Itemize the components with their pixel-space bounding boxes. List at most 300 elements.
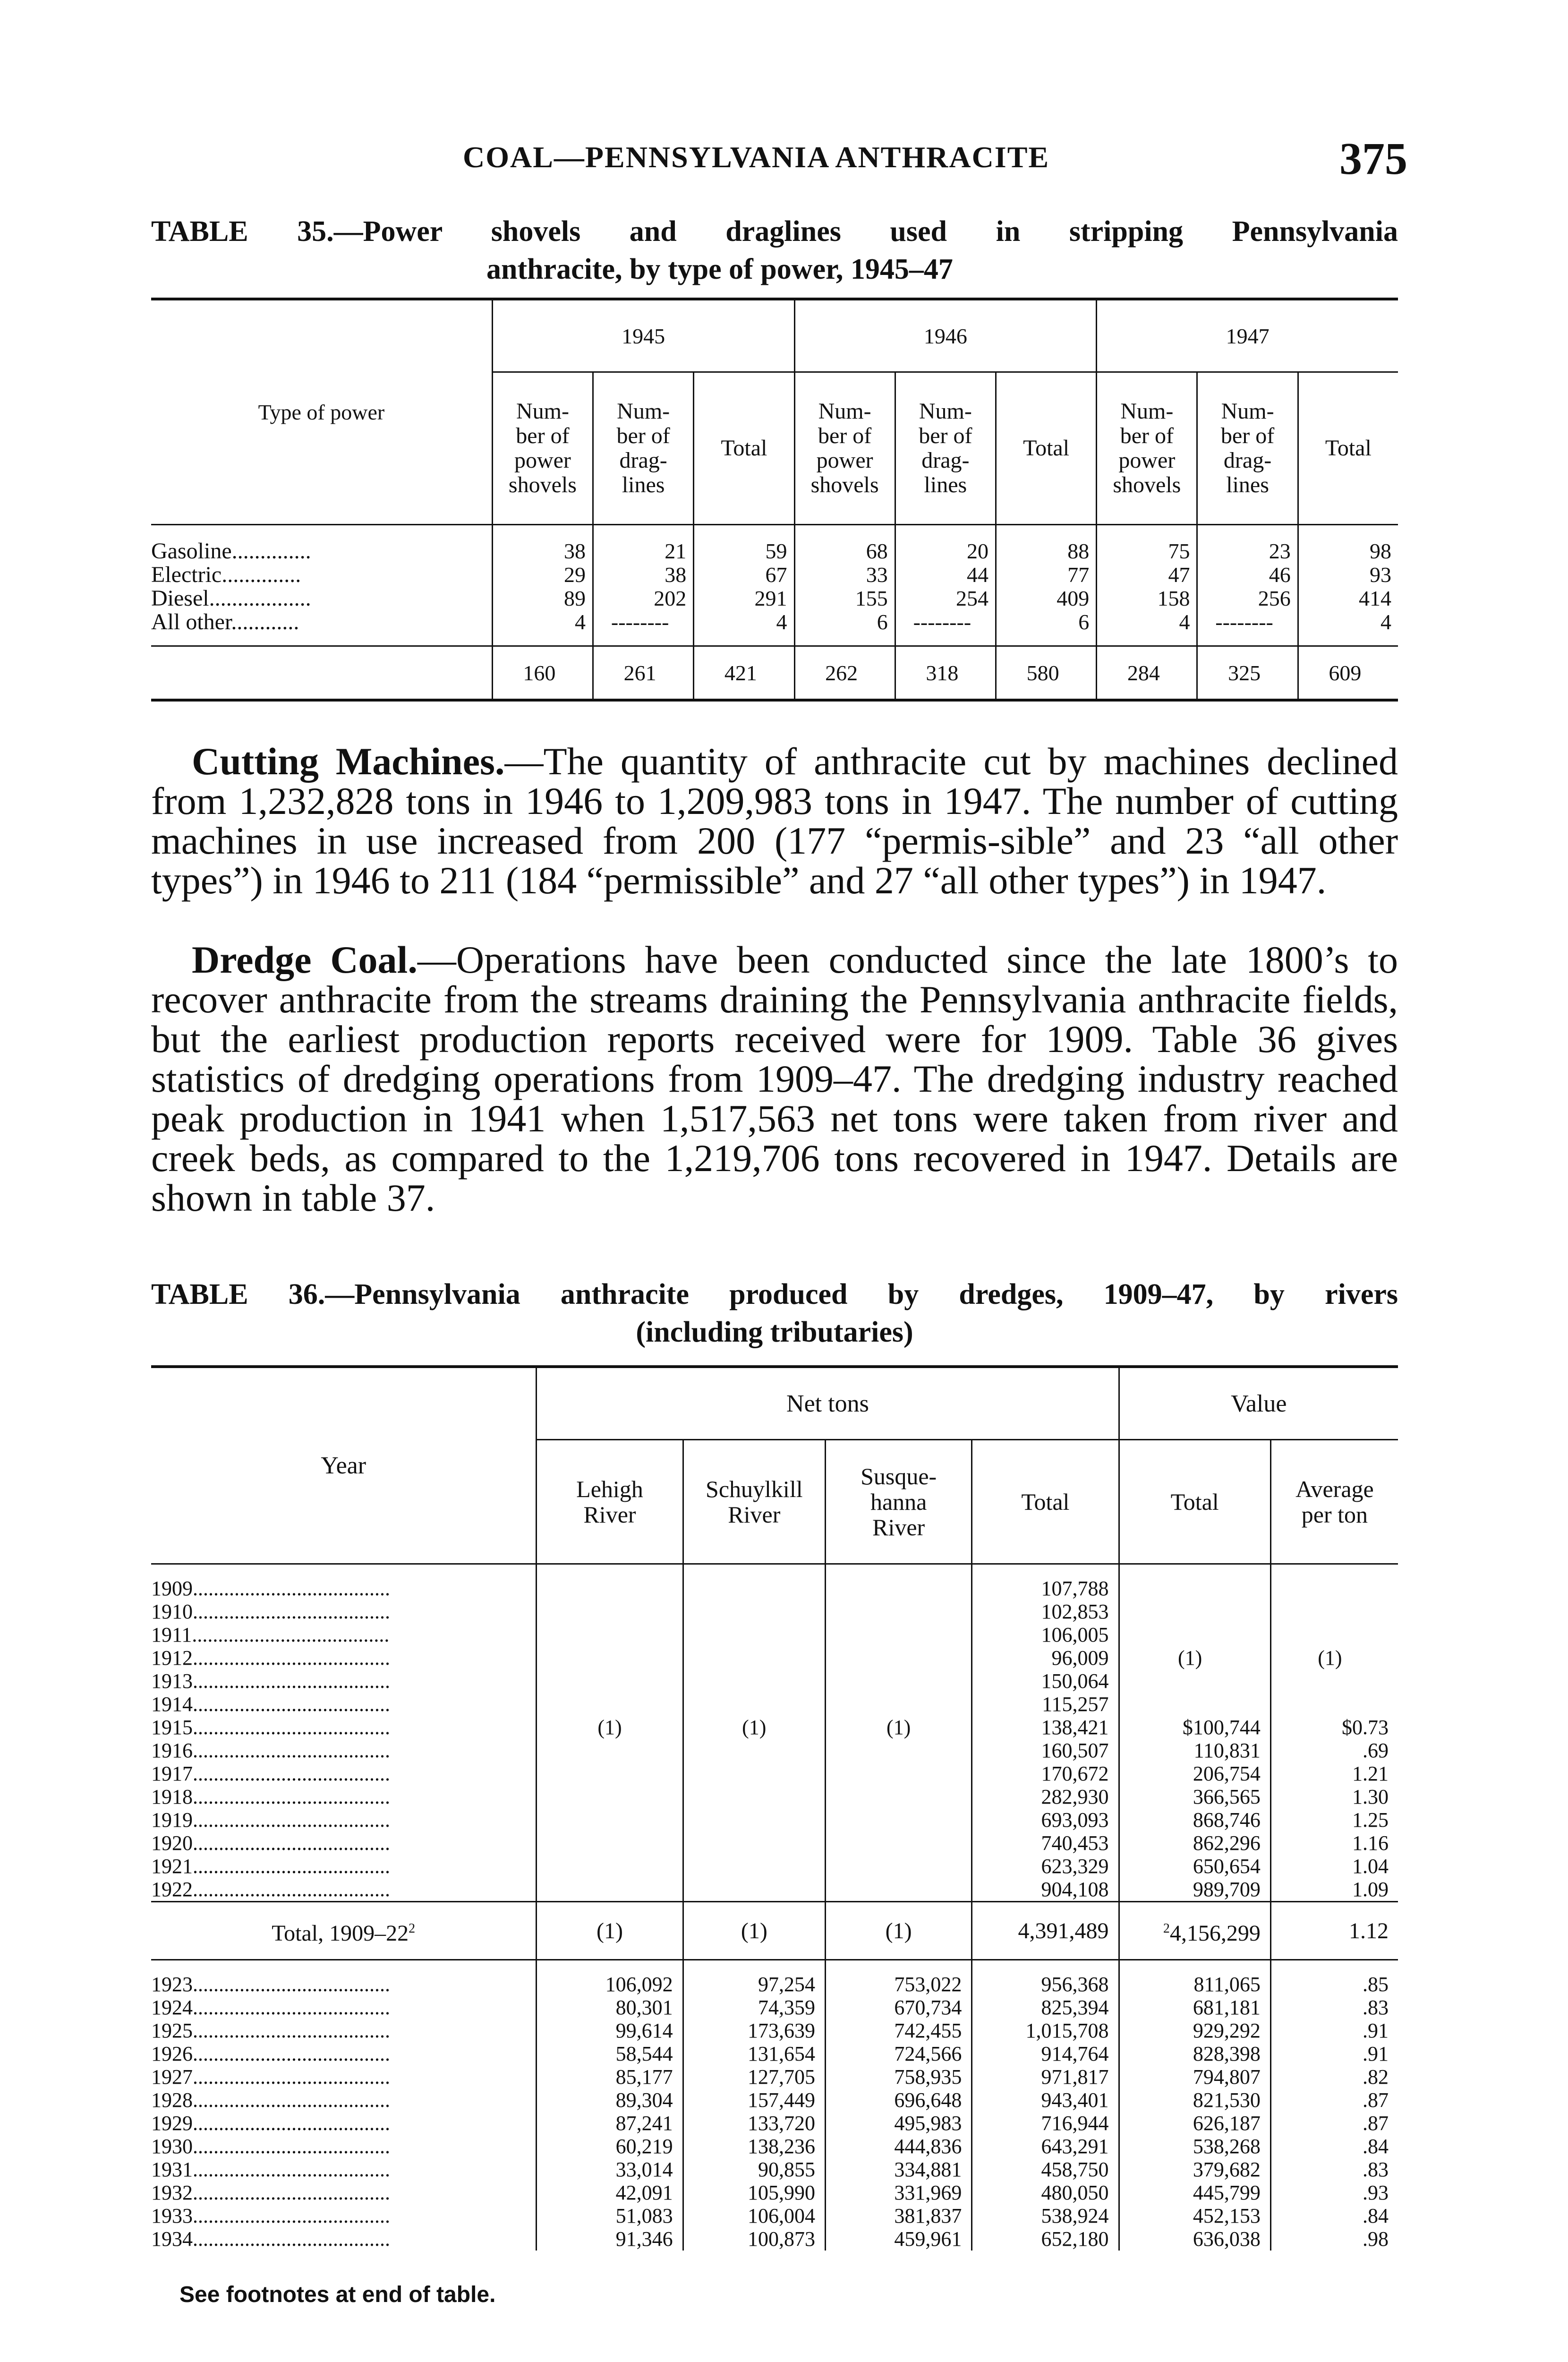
table36-avg-cell — [1270, 1623, 1398, 1646]
table36-avg-cell: 1.30 — [1270, 1785, 1398, 1808]
table36-cell: 127,705 — [683, 2065, 825, 2088]
table35-cell: 155 — [794, 587, 895, 610]
table35-cell: 21 — [593, 525, 694, 564]
table35-row — [151, 610, 1398, 646]
table36-susquehanna-cell — [825, 1623, 971, 1646]
table35-total-cell: 160 — [492, 646, 593, 701]
table36-cell: 480,050 — [972, 2181, 1119, 2204]
table36-year: 1929...................................... — [151, 2112, 390, 2135]
table36-cell: 794,807 — [1119, 2065, 1270, 2088]
table36-susquehanna-cell — [825, 1878, 971, 1902]
table36-row — [151, 2135, 1398, 2158]
table35-cell: 75 — [1097, 525, 1197, 564]
table35-cell: 4 — [492, 610, 593, 646]
table36-year: 1909...................................... — [151, 1577, 390, 1600]
table36-summary-value: $^2$4,156,299 — [1119, 1902, 1270, 1960]
table35-cell: 68 — [794, 525, 895, 564]
table36-lehigh-cell — [537, 1646, 683, 1669]
table36-cell: .93 — [1270, 2181, 1398, 2204]
table36-group-value: Value — [1119, 1367, 1398, 1440]
table36-lehigh-cell — [537, 1739, 683, 1762]
table35-cell: 291 — [694, 587, 794, 610]
table36-schuylkill-cell — [683, 1693, 825, 1716]
table36-cell: 724,566 — [825, 2042, 971, 2065]
table36-summary-lehigh: (1) — [537, 1902, 683, 1960]
table36-lehigh-cell — [537, 1808, 683, 1831]
table36-value-cell — [1119, 1623, 1270, 1646]
table36-cell: 452,153 — [1119, 2204, 1270, 2227]
table35-row-label: Diesel.................. — [151, 587, 311, 610]
running-head — [151, 132, 1407, 184]
table36-summary-label: Total, $1909-22^2$ — [151, 1902, 537, 1960]
table35-row-label: All other............ — [151, 610, 299, 634]
text-cutting-machines: —The quantity of anthracite cut by machines declined from 1,232,828 tons in 1946 to 1,209,983 tons in 1947. The number of cutting machines in use increased from 200 (177 “permis-sible” and 23 “all other types”) in 1946 to 211 (184 “permissible” and 27 “all other types”) in 1947. — [151, 740, 1398, 902]
table35-col-shovels: Num- ber of power shovels — [1097, 372, 1197, 525]
table35-cell: 4 — [1298, 610, 1398, 646]
table35-cell: 6 — [996, 610, 1096, 646]
table35 — [151, 298, 1398, 702]
table36-cell: 138,236 — [683, 2135, 825, 2158]
table35-total-cell: 284 — [1097, 646, 1197, 701]
table35-col-shovels: Num- ber of power shovels — [794, 372, 895, 525]
table36-total-cell: 138,421 — [972, 1716, 1119, 1739]
table36-cell: 716,944 — [972, 2112, 1119, 2135]
table35-row — [151, 525, 1398, 564]
table36-cell: 157,449 — [683, 2088, 825, 2112]
table35-cell: 67 — [694, 563, 794, 587]
table36-year: 1920...................................... — [151, 1831, 390, 1855]
table36-year: 1915...................................... — [151, 1716, 390, 1739]
table36-avg-cell — [1270, 1600, 1398, 1623]
table36-cell: 459,961 — [825, 2227, 971, 2251]
table35-cell: 46 — [1197, 563, 1298, 587]
table36-cell: 825,394 — [972, 1996, 1119, 2019]
table36-row — [151, 2088, 1398, 2112]
table35-total-cell: 261 — [593, 646, 694, 701]
table36-total-cell: 740,453 — [972, 1831, 1119, 1855]
table35-cell: 158 — [1097, 587, 1197, 610]
table36-row — [151, 1623, 1398, 1646]
table36-value-cell — [1119, 1600, 1270, 1623]
table36-cell: 758,935 — [825, 2065, 971, 2088]
table35-cell: 77 — [996, 563, 1096, 587]
table36-cell: 670,734 — [825, 1996, 971, 2019]
table36-row — [151, 1808, 1398, 1831]
table36-cell: .87 — [1270, 2088, 1398, 2112]
paragraph-cutting-machines — [151, 742, 1398, 900]
table35-cell: 33 — [794, 563, 895, 587]
table36-schuylkill-cell — [683, 1878, 825, 1902]
table36-row — [151, 2042, 1398, 2065]
table36-lehigh-cell: (1) — [537, 1716, 683, 1739]
table36-year: 1927...................................... — [151, 2065, 390, 2088]
table36-cell: 696,648 — [825, 2088, 971, 2112]
table36-value-cell: 650,654 — [1119, 1855, 1270, 1878]
table36-cell: 636,038 — [1119, 2227, 1270, 2251]
table36-schuylkill-cell — [683, 1623, 825, 1646]
table36-col-lehigh: Lehigh River — [537, 1440, 683, 1564]
table35-total-cell: 580 — [996, 646, 1096, 701]
table35-row — [151, 587, 1398, 610]
table36-col-total: Total — [972, 1440, 1119, 1564]
table36-year: 1921...................................... — [151, 1855, 390, 1878]
table36-lehigh-cell — [537, 1669, 683, 1693]
table35-caption-line2: anthracite, by type of power, 1945–47 — [486, 253, 953, 285]
table36-cell: 1,015,708 — [972, 2019, 1119, 2042]
table36-total-cell: 282,930 — [972, 1785, 1119, 1808]
table36-cell: 929,292 — [1119, 2019, 1270, 2042]
table36-year: 1930...................................... — [151, 2135, 390, 2158]
table36-summary-avg: 1.12 — [1270, 1902, 1398, 1960]
table36-cell: 60,219 — [537, 2135, 683, 2158]
table36-row — [151, 1831, 1398, 1855]
table36-col-schuylkill: Schuylkill River — [683, 1440, 825, 1564]
table36-cell: 444,836 — [825, 2135, 971, 2158]
table36-row — [151, 1669, 1398, 1693]
table36-row — [151, 2204, 1398, 2227]
table36-cell: 97,254 — [683, 1960, 825, 1996]
table36-total-cell: 115,257 — [972, 1693, 1119, 1716]
table36-col-susquehanna: Susque- hanna River — [825, 1440, 971, 1564]
table36-avg-cell: $0.73 — [1270, 1716, 1398, 1739]
table35-stub-header: Type of power — [151, 299, 492, 525]
table36-row — [151, 2019, 1398, 2042]
table36-total-cell: 102,853 — [972, 1600, 1119, 1623]
table35-cell: 4 — [694, 610, 794, 646]
table36-avg-cell: 1.16 — [1270, 1831, 1398, 1855]
table36-cell: 331,969 — [825, 2181, 971, 2204]
table36-schuylkill-cell — [683, 1564, 825, 1600]
table35-cell: 4 — [1097, 610, 1197, 646]
table36-caption — [151, 1275, 1398, 1351]
table36-susquehanna-cell — [825, 1564, 971, 1600]
table36-cell: 105,990 — [683, 2181, 825, 2204]
table36-cell: .83 — [1270, 1996, 1398, 2019]
table36-value-cell: 206,754 — [1119, 1762, 1270, 1785]
table36-value-cell: 366,565 — [1119, 1785, 1270, 1808]
table36-row — [151, 2227, 1398, 2251]
table36-schuylkill-cell — [683, 1669, 825, 1693]
table36-cell: 42,091 — [537, 2181, 683, 2204]
table36-total-cell: 904,108 — [972, 1878, 1119, 1902]
table36-row — [151, 2065, 1398, 2088]
table36-year: 1914...................................... — [151, 1693, 390, 1716]
table35-col-total: Total — [996, 372, 1096, 525]
table36-susquehanna-cell: (1) — [825, 1716, 971, 1739]
table36-value-cell — [1119, 1693, 1270, 1716]
table36-susquehanna-cell — [825, 1646, 971, 1669]
table36-year: 1912...................................... — [151, 1646, 390, 1669]
table36-avg-cell: 1.25 — [1270, 1808, 1398, 1831]
table36-susquehanna-cell — [825, 1739, 971, 1762]
table36-cell: .84 — [1270, 2204, 1398, 2227]
table36-susquehanna-cell — [825, 1831, 971, 1855]
table36-total-cell: 623,329 — [972, 1855, 1119, 1878]
table36-row — [151, 2181, 1398, 2204]
table36-susquehanna-cell — [825, 1855, 971, 1878]
table36-summary-row — [151, 1902, 1398, 1960]
table35-cell: 47 — [1097, 563, 1197, 587]
table35-total-cell: 318 — [895, 646, 996, 701]
table36-group-net-tons: Net tons — [537, 1367, 1119, 1440]
table36-cell: 131,654 — [683, 2042, 825, 2065]
table36-schuylkill-cell — [683, 1831, 825, 1855]
table35-cell: 202 — [593, 587, 694, 610]
table35-total-cell: 325 — [1197, 646, 1298, 701]
table35-cell: -------- — [895, 610, 996, 646]
table36-row — [151, 2112, 1398, 2135]
table36-summary-schuylkill: (1) — [683, 1902, 825, 1960]
table36-cell: 643,291 — [972, 2135, 1119, 2158]
table36-summary-total: 4,391,489 — [972, 1902, 1119, 1960]
table36-cell: 458,750 — [972, 2158, 1119, 2181]
table35-cell: 256 — [1197, 587, 1298, 610]
table36-cell: 51,083 — [537, 2204, 683, 2227]
table35-cell: 29 — [492, 563, 593, 587]
table35-total-cell: 421 — [694, 646, 794, 701]
heading-cutting-machines: Cutting Machines. — [192, 740, 505, 783]
table36-susquehanna-cell — [825, 1808, 971, 1831]
table36-lehigh-cell — [537, 1762, 683, 1785]
table36-lehigh-cell — [537, 1693, 683, 1716]
table36-susquehanna-cell — [825, 1669, 971, 1693]
table35-cell: 38 — [593, 563, 694, 587]
table36-cell: 379,682 — [1119, 2158, 1270, 2181]
table35-row — [151, 563, 1398, 587]
table36-lehigh-cell — [537, 1600, 683, 1623]
table36-cell: .85 — [1270, 1960, 1398, 1996]
table36-value-cell: 989,709 — [1119, 1878, 1270, 1902]
table36-cell: 106,004 — [683, 2204, 825, 2227]
table36-cell: 681,181 — [1119, 1996, 1270, 2019]
table36-year: 1913...................................... — [151, 1669, 390, 1693]
table36-col-value-total: Total — [1119, 1440, 1270, 1564]
table36-caption-line1: TABLE 36.—Pennsylvania anthracite produced by dredges, 1909–47, by rivers — [151, 1278, 1398, 1310]
table36-caption-line2: (including tributaries) — [636, 1316, 913, 1348]
table36-avg-cell — [1270, 1693, 1398, 1716]
table36-cell: 74,359 — [683, 1996, 825, 2019]
table36-year: 1919...................................... — [151, 1808, 390, 1831]
table36-year: 1917...................................... — [151, 1762, 390, 1785]
table36-stub-header: Year — [151, 1367, 537, 1564]
table36-year: 1932...................................... — [151, 2181, 390, 2204]
table36-avg-cell: 1.04 — [1270, 1855, 1398, 1878]
text-dredge-coal: —Operations have been conducted since the late 1800’s to recover anthracite from the streams draining the Pennsylvania anthracite fields, but the earliest production reports received were for 1909. Table 36 gives statistics of dredging operations from 1909–47. The dredging industry reached peak production in 1941 when 1,517,563 net tons were taken from river and creek beds, as compared to the 1,219,706 tons recovered in 1947. Details are shown in table 37. — [151, 938, 1398, 1219]
table36-schuylkill-cell — [683, 1808, 825, 1831]
table36-lehigh-cell — [537, 1878, 683, 1902]
table36-cell: 89,304 — [537, 2088, 683, 2112]
table36-row — [151, 1855, 1398, 1878]
table36-total-cell: 96,009 — [972, 1646, 1119, 1669]
table36-avg-cell: (1) — [1270, 1646, 1398, 1669]
table36-value-cell — [1119, 1669, 1270, 1693]
table36-year: 1924...................................... — [151, 1996, 390, 2019]
paragraph-dredge-coal — [151, 940, 1398, 1218]
table36-total-cell: 170,672 — [972, 1762, 1119, 1785]
table36-row — [151, 1564, 1398, 1600]
page-number: 375 — [1339, 133, 1407, 184]
table36-row — [151, 1693, 1398, 1716]
table36-cell: 652,180 — [972, 2227, 1119, 2251]
table36-susquehanna-cell — [825, 1785, 971, 1808]
table35-year-1947: 1947 — [1097, 299, 1398, 372]
table36-avg-cell — [1270, 1669, 1398, 1693]
table36-cell: .91 — [1270, 2042, 1398, 2065]
table36-cell: 80,301 — [537, 1996, 683, 2019]
table36-year: 1934...................................... — [151, 2227, 390, 2251]
table35-caption-line1: TABLE 35.—Power shovels and draglines used in stripping Pennsylvania — [151, 215, 1398, 248]
table35-cell: 414 — [1298, 587, 1398, 610]
table36-cell: 90,855 — [683, 2158, 825, 2181]
table36-lehigh-cell — [537, 1831, 683, 1855]
table36-year: 1922...................................... — [151, 1878, 390, 1901]
table36-cell: 943,401 — [972, 2088, 1119, 2112]
table36-avg-cell: 1.09 — [1270, 1878, 1398, 1902]
table35-year-1946: 1946 — [794, 299, 1097, 372]
table36-cell: 495,983 — [825, 2112, 971, 2135]
table36-total-cell: 693,093 — [972, 1808, 1119, 1831]
table36-year: 1923...................................... — [151, 1973, 390, 1996]
table36-row — [151, 1762, 1398, 1785]
table36-year: 1933...................................... — [151, 2204, 390, 2227]
table36-value-cell — [1119, 1564, 1270, 1600]
table36-year: 1911...................................... — [151, 1623, 390, 1646]
table36-summary-susquehanna: (1) — [825, 1902, 971, 1960]
table36-cell: 87,241 — [537, 2112, 683, 2135]
table36-cell: 99,614 — [537, 2019, 683, 2042]
table36-cell: 91,346 — [537, 2227, 683, 2251]
table36-cell: 133,720 — [683, 2112, 825, 2135]
table36-footnote: See footnotes at end of table. — [179, 2282, 496, 2307]
table36-cell: .84 — [1270, 2135, 1398, 2158]
table36-cell: 33,014 — [537, 2158, 683, 2181]
table36-row — [151, 1739, 1398, 1762]
table36-year: 1931...................................... — [151, 2158, 390, 2181]
table36-schuylkill-cell — [683, 1600, 825, 1623]
table36-avg-cell — [1270, 1564, 1398, 1600]
table35-row-label: Gasoline.............. — [151, 539, 311, 563]
table35-caption — [151, 213, 1398, 288]
table36 — [151, 1365, 1398, 2251]
table35-totals-row — [151, 646, 1398, 701]
table36-schuylkill-cell — [683, 1855, 825, 1878]
table36-cell: .91 — [1270, 2019, 1398, 2042]
table36-row — [151, 2158, 1398, 2181]
table36-cell: .87 — [1270, 2112, 1398, 2135]
table36-schuylkill-cell — [683, 1739, 825, 1762]
table36-year: 1928...................................... — [151, 2088, 390, 2112]
table36-cell: 828,398 — [1119, 2042, 1270, 2065]
table36-lehigh-cell — [537, 1623, 683, 1646]
table35-cell: 89 — [492, 587, 593, 610]
table35-year-1945: 1945 — [492, 299, 794, 372]
table35-col-total: Total — [1298, 372, 1398, 525]
table36-value-cell: $100,744 — [1119, 1716, 1270, 1739]
table36-schuylkill-cell — [683, 1646, 825, 1669]
table35-cell: 98 — [1298, 525, 1398, 564]
table35-col-draglines: Num- ber of drag- lines — [593, 372, 694, 525]
running-head-title: COAL—PENNSYLVANIA ANTHRACITE — [463, 140, 1050, 174]
table35-col-draglines: Num- ber of drag- lines — [1197, 372, 1298, 525]
table36-row — [151, 1646, 1398, 1669]
table36-susquehanna-cell — [825, 1600, 971, 1623]
table36-row — [151, 1785, 1398, 1808]
table36-year: 1916...................................... — [151, 1739, 390, 1762]
table36-cell: 173,639 — [683, 2019, 825, 2042]
table36-value-cell: 110,831 — [1119, 1739, 1270, 1762]
table36-row — [151, 1996, 1398, 2019]
table36-value-cell: 868,746 — [1119, 1808, 1270, 1831]
table36-cell: .98 — [1270, 2227, 1398, 2251]
table36-cell: .83 — [1270, 2158, 1398, 2181]
table36-cell: 956,368 — [972, 1960, 1119, 1996]
table36-avg-cell: .69 — [1270, 1739, 1398, 1762]
table36-row — [151, 1878, 1398, 1902]
table36-row — [151, 1960, 1398, 1996]
table35-cell: 38 — [492, 525, 593, 564]
table36-cell: 381,837 — [825, 2204, 971, 2227]
table36-row — [151, 1716, 1398, 1739]
table36-year: 1925...................................... — [151, 2019, 390, 2042]
table36-total-cell: 106,005 — [972, 1623, 1119, 1646]
table36-susquehanna-cell — [825, 1762, 971, 1785]
table36-total-cell: 160,507 — [972, 1739, 1119, 1762]
table35-cell: 59 — [694, 525, 794, 564]
table35-col-shovels: Num- ber of power shovels — [492, 372, 593, 525]
table36-total-cell: 150,064 — [972, 1669, 1119, 1693]
table35-cell: 88 — [996, 525, 1096, 564]
table35-cell: -------- — [593, 610, 694, 646]
table36-value-cell: 862,296 — [1119, 1831, 1270, 1855]
table36-cell: 811,065 — [1119, 1960, 1270, 1996]
table36-year: 1910...................................... — [151, 1600, 390, 1623]
table36-lehigh-cell — [537, 1855, 683, 1878]
table36-cell: 445,799 — [1119, 2181, 1270, 2204]
table36-cell: 100,873 — [683, 2227, 825, 2251]
table36-cell: .82 — [1270, 2065, 1398, 2088]
table36-cell: 626,187 — [1119, 2112, 1270, 2135]
table36-value-cell: (1) — [1119, 1646, 1270, 1669]
table36-year: 1918...................................... — [151, 1785, 390, 1808]
table35-cell: 20 — [895, 525, 996, 564]
table35-cell: 6 — [794, 610, 895, 646]
table36-row — [151, 1600, 1398, 1623]
table36-total-cell: 107,788 — [972, 1564, 1119, 1600]
table36-lehigh-cell — [537, 1785, 683, 1808]
table35-cell: 254 — [895, 587, 996, 610]
table36-year: 1926...................................... — [151, 2042, 390, 2065]
table35-col-total: Total — [694, 372, 794, 525]
table36-avg-cell: 1.21 — [1270, 1762, 1398, 1785]
table36-schuylkill-cell: (1) — [683, 1716, 825, 1739]
table36-schuylkill-cell — [683, 1762, 825, 1785]
table36-cell: 914,764 — [972, 2042, 1119, 2065]
table36-cell: 58,544 — [537, 2042, 683, 2065]
table35-col-draglines: Num- ber of drag- lines — [895, 372, 996, 525]
table36-lehigh-cell — [537, 1564, 683, 1600]
table35-cell: -------- — [1197, 610, 1298, 646]
table36-cell: 971,817 — [972, 2065, 1119, 2088]
table36-schuylkill-cell — [683, 1785, 825, 1808]
table35-cell: 23 — [1197, 525, 1298, 564]
table36-cell: 742,455 — [825, 2019, 971, 2042]
table36-cell: 334,881 — [825, 2158, 971, 2181]
table35-cell: 44 — [895, 563, 996, 587]
table36-cell: 821,530 — [1119, 2088, 1270, 2112]
table36-cell: 85,177 — [537, 2065, 683, 2088]
table36-susquehanna-cell — [825, 1693, 971, 1716]
table35-total-cell: 609 — [1298, 646, 1398, 701]
